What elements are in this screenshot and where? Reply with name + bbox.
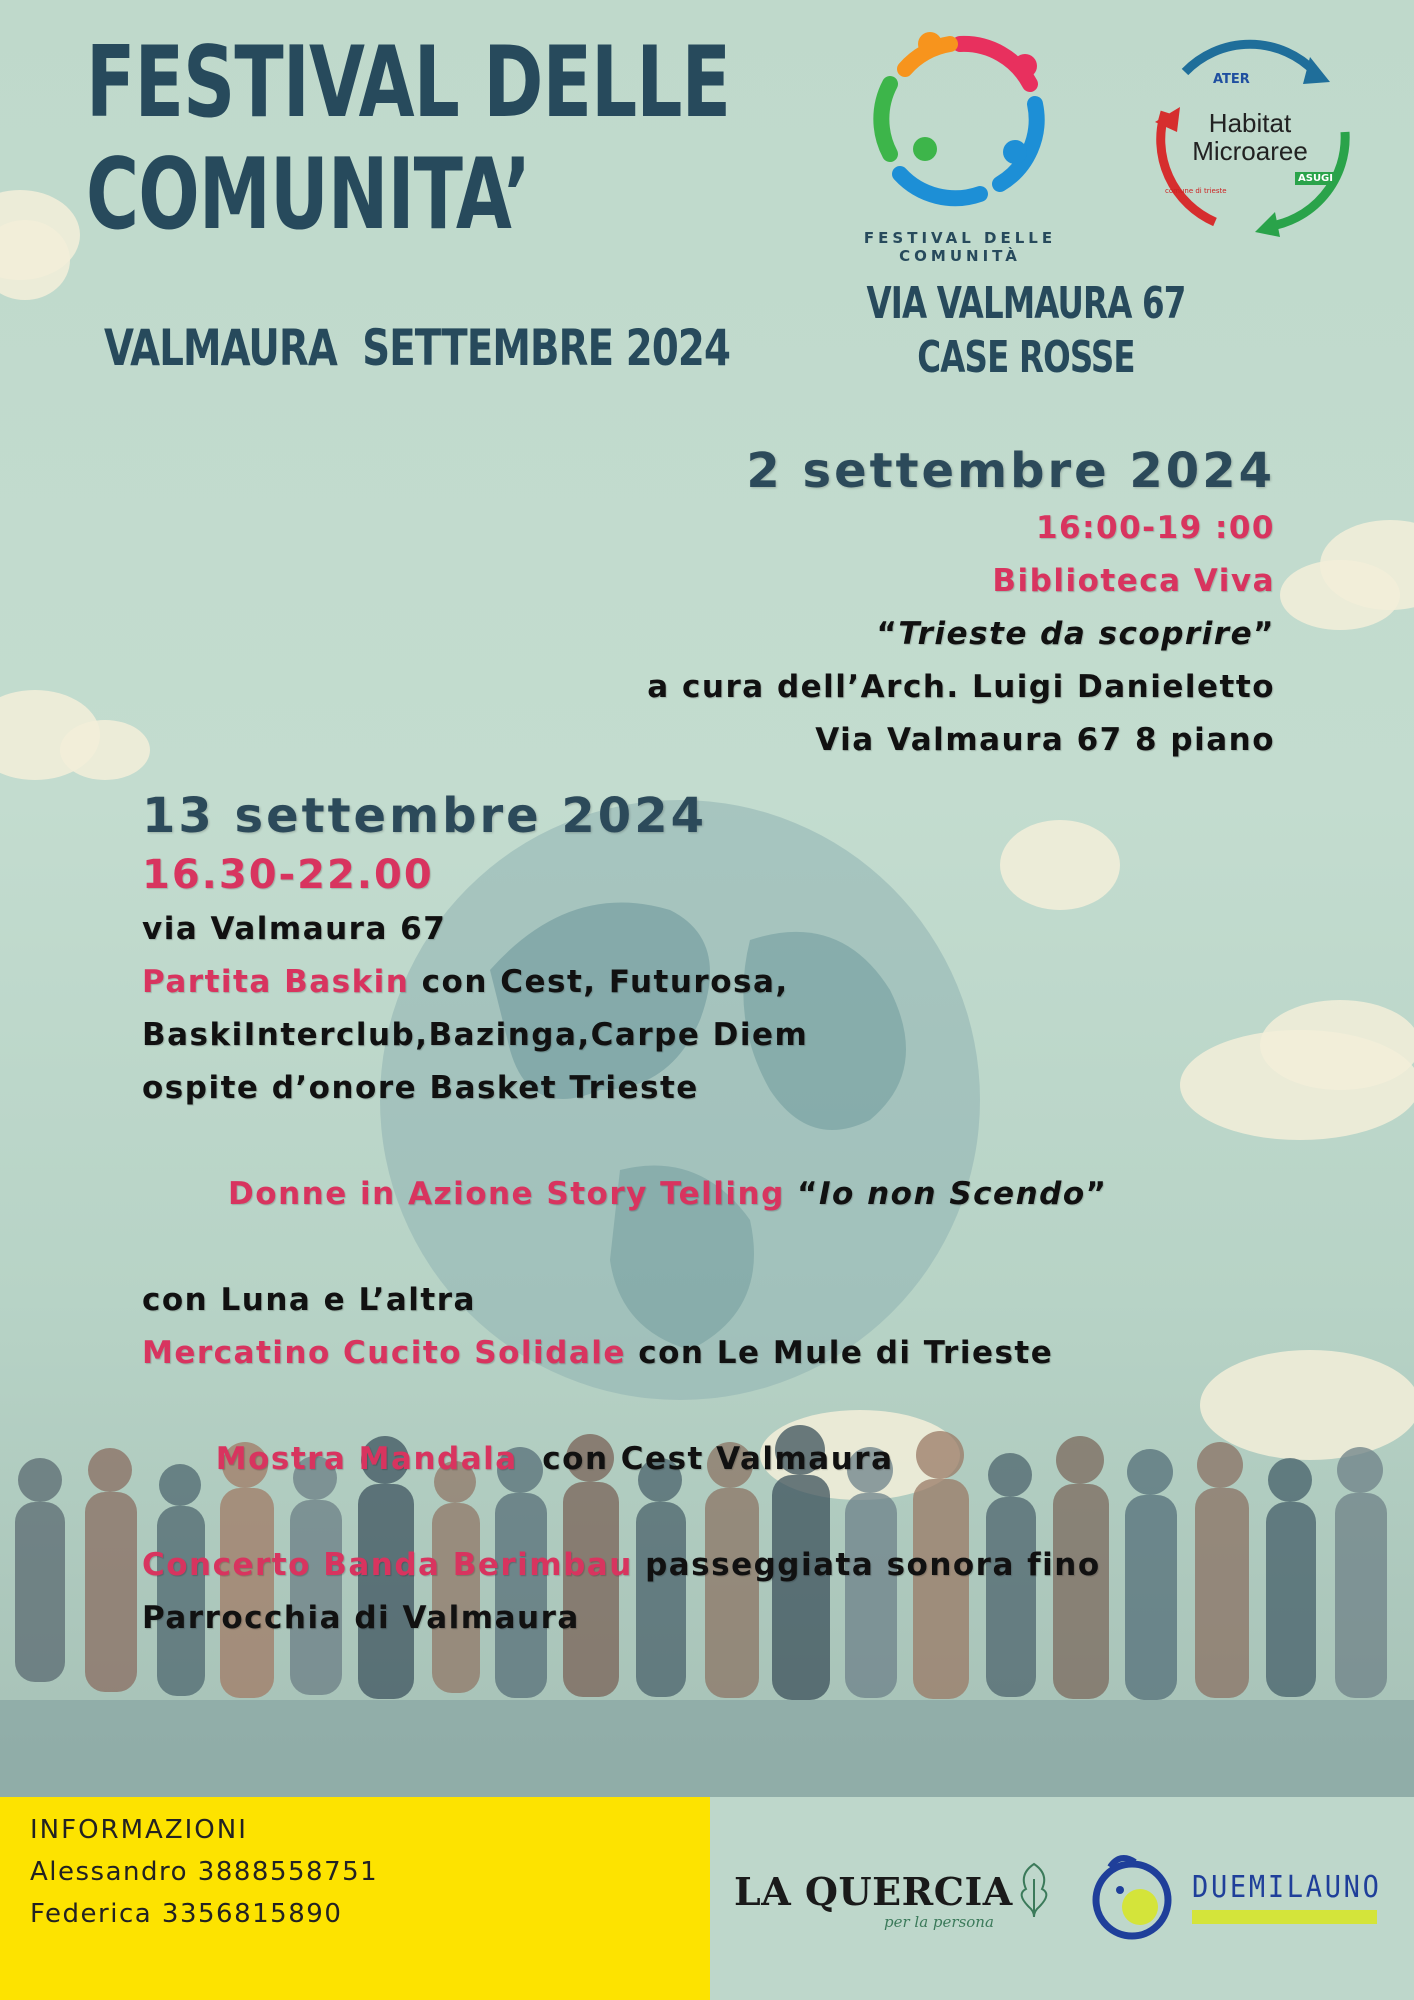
event2-baskin: Partita Baskin con Cest, Futurosa, (142, 964, 789, 1000)
festival-logo (810, 24, 1110, 265)
event2-location: via Valmaura 67 (142, 911, 447, 947)
contact-federica: Federica 3356815890 (30, 1899, 343, 1929)
address-line2: CASE ROSSE (917, 332, 1135, 383)
event1-subtitle: “Trieste da scoprire” (876, 616, 1275, 652)
event2-donne: Donne in Azione Story Telling “Io non Scendo” (215, 1176, 1108, 1212)
event2 (142, 785, 1292, 1645)
event2-donne-line2: con Luna e L’altra (142, 1282, 476, 1318)
event1 (400, 440, 1275, 767)
duemilauno-name: DUEMILAUNO (1192, 1870, 1382, 1905)
event1-curator: a cura dell’Arch. Luigi Danieletto (647, 669, 1275, 705)
comune-label: comune di trieste (1165, 187, 1227, 195)
event1-location: Via Valmaura 67 8 piano (815, 722, 1275, 758)
event2-mostra: Mostra Mandala con Cest Valmaura (215, 1441, 894, 1477)
event2-date: 13 settembre 2024 (142, 788, 707, 844)
address-line1: VIA VALMAURA 67 (866, 278, 1186, 329)
footer-info-panel (0, 1797, 710, 2000)
duemilauno-logo (1090, 1852, 1400, 1942)
page-title-line2: COMUNITA’ (86, 138, 531, 252)
habitat-label-line2: Microaree (1192, 136, 1308, 166)
event1-title: Biblioteca Viva (992, 563, 1275, 599)
event1-time: 16:00-19 :00 (1035, 510, 1275, 546)
la-quercia-name: LA QUERCIA (734, 1869, 1013, 1914)
event1-date: 2 settembre 2024 (746, 443, 1275, 499)
duemilauno-face-icon (1090, 1852, 1175, 1942)
festival-logo-text: FESTIVAL DELLE COMUNITÀ (863, 229, 1057, 265)
footer-sponsors (710, 1797, 1414, 2000)
asugi-label: ASUGI (1295, 172, 1336, 185)
event2-baskin-line3: ospite d’onore Basket Trieste (142, 1070, 699, 1106)
page-title-line1: FESTIVAL DELLE (86, 26, 731, 140)
habitat-microaree-logo (1135, 22, 1365, 237)
la-quercia-logo (734, 1869, 1054, 1931)
ater-label: ATER (1213, 72, 1250, 87)
duemilauno-bar (1192, 1910, 1377, 1924)
la-quercia-tagline: per la persona (884, 1913, 994, 1931)
info-label: INFORMAZIONI (30, 1815, 248, 1845)
oak-leaf-icon (1014, 1859, 1054, 1919)
event2-baskin-line2: BaskiInterclub,Bazinga,Carpe Diem (142, 1017, 809, 1053)
page-subtitle: VALMAURA SETTEMBRE 2024 (104, 319, 730, 377)
event2-time: 16.30-22.00 (142, 852, 434, 898)
event2-concerto: Concerto Banda Berimbau passeggiata sonora fino (142, 1547, 1101, 1583)
event2-mercatino: Mercatino Cucito Solidale con Le Mule di Trieste (142, 1335, 1054, 1371)
event2-concerto-line2: Parrocchia di Valmaura (142, 1600, 580, 1636)
habitat-label-line1: Habitat (1208, 108, 1292, 138)
contact-alessandro: Alessandro 3888558751 (30, 1857, 379, 1887)
